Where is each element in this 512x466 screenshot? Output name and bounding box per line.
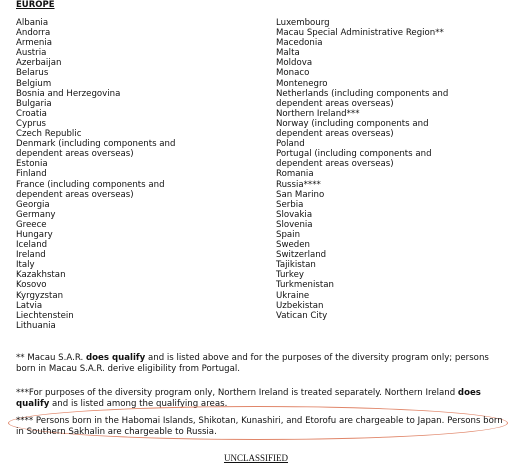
country-list-item: Bosnia and Herzegovina: [16, 88, 121, 99]
country-list-item: Azerbaijan: [16, 58, 62, 69]
footnote-russia: **** Persons born in the Habomai Islands, Shikotan, Kunashiri, and Etorofu are chargeable to Japan. Persons born in Southern Sakhalin are chargeable to Russia.: [16, 416, 503, 437]
country-list-item: Albania: [16, 18, 49, 28]
country-list-item: dependent areas overseas): [16, 189, 134, 200]
country-list-item: Croatia: [16, 108, 47, 119]
country-list-item: dependent areas overseas): [16, 149, 134, 160]
country-list-item: Slovakia: [276, 209, 313, 220]
country-list-item: Ukraine: [276, 290, 310, 301]
country-list-item: San Marino: [276, 189, 325, 200]
country-list-item: Italy: [16, 260, 35, 271]
country-list-item: France (including components and: [16, 179, 165, 190]
country-list-item: Montenegro: [276, 78, 328, 89]
country-list-item: Germany: [16, 209, 56, 220]
country-list-item: Belgium: [16, 78, 52, 89]
country-list-item: Kazakhstan: [16, 270, 66, 281]
country-list-item: Macedonia: [276, 38, 323, 49]
classification-footer: UNCLASSIFIED: [223, 453, 288, 463]
country-list-item: Serbia: [276, 199, 304, 210]
country-list-item: Moldova: [276, 58, 313, 69]
country-list-item: Cyprus: [16, 118, 46, 129]
country-list-item: Macau Special Administrative Region**: [276, 28, 444, 39]
country-list-item: Kosovo: [16, 280, 47, 291]
country-list-item: Ireland: [16, 250, 46, 261]
country-list-item: Georgia: [16, 199, 50, 210]
country-list-item: Sweden: [276, 240, 310, 251]
footnote-ni-bold: does qualify: [16, 388, 481, 409]
country-list-item: Turkmenistan: [276, 280, 334, 291]
country-list-left-column: [16, 18, 256, 331]
country-list-item: Belarus: [16, 68, 49, 79]
country-list-item: Vatican City: [276, 310, 328, 321]
country-list-item: Iceland: [16, 240, 48, 251]
footnote-macau-text-end: and is listed above and for the purposes of the diversity program only; persons born in Macau S.A.R. derive eligibility from Portugal.: [16, 353, 489, 374]
country-list-item: Armenia: [16, 38, 53, 49]
country-list-item: dependent areas overseas): [276, 98, 394, 109]
country-list-item: Tajikistan: [276, 260, 316, 271]
country-list-item: Liechtenstein: [16, 310, 74, 321]
country-list-item: dependent areas overseas): [276, 129, 394, 140]
footnote-macau: [16, 353, 506, 375]
country-list-item: Lithuania: [16, 320, 56, 331]
country-list-item: Portugal (including components and: [276, 149, 432, 160]
country-list-item: Bulgaria: [16, 98, 52, 109]
country-list-item: Poland: [276, 139, 305, 150]
country-list-item: Czech Republic: [16, 129, 82, 140]
country-list-item: Malta: [276, 48, 300, 59]
country-list-item: Luxembourg: [276, 18, 330, 28]
country-list-item: Russia****: [276, 179, 321, 190]
footnote-macau-bold: does qualify: [85, 353, 146, 363]
country-list-item: dependent areas overseas): [276, 159, 394, 170]
country-list-item: Andorra: [16, 28, 51, 39]
country-list-right-column: [276, 18, 512, 321]
section-heading-europe: EUROPE: [16, 0, 55, 10]
country-list-item: Kyrgyzstan: [16, 290, 64, 301]
country-list-item: Uzbekistan: [276, 300, 324, 311]
country-list-item: Latvia: [16, 300, 43, 311]
country-list-item: Slovenia: [276, 219, 313, 230]
country-list-item: Denmark (including components and: [16, 139, 176, 150]
country-list-item: Turkey: [276, 270, 304, 281]
footnote-ni-text-end: and is listed among the qualifying areas.: [49, 399, 228, 409]
country-list-item: Hungary: [16, 229, 53, 240]
country-list-item: Estonia: [16, 159, 48, 170]
country-list-item: Finland: [16, 169, 47, 180]
footnote-macau-text: ** Macau S.A.R.: [16, 353, 86, 363]
country-list-item: Norway (including components and: [276, 118, 429, 129]
country-list-item: Austria: [16, 48, 47, 59]
country-list-item: Northern Ireland***: [276, 108, 360, 119]
country-list-item: Greece: [16, 219, 47, 230]
country-list-item: Spain: [276, 229, 301, 240]
country-list-item: Monaco: [276, 68, 310, 79]
footnote-ni-text: ***For purposes of the diversity program only, Northern Ireland is treated separately. Northern Ireland: [16, 388, 458, 398]
country-list-item: Netherlands (including components and: [276, 88, 449, 99]
country-list-item: Switzerland: [276, 250, 327, 261]
country-list-item: Romania: [276, 169, 314, 180]
